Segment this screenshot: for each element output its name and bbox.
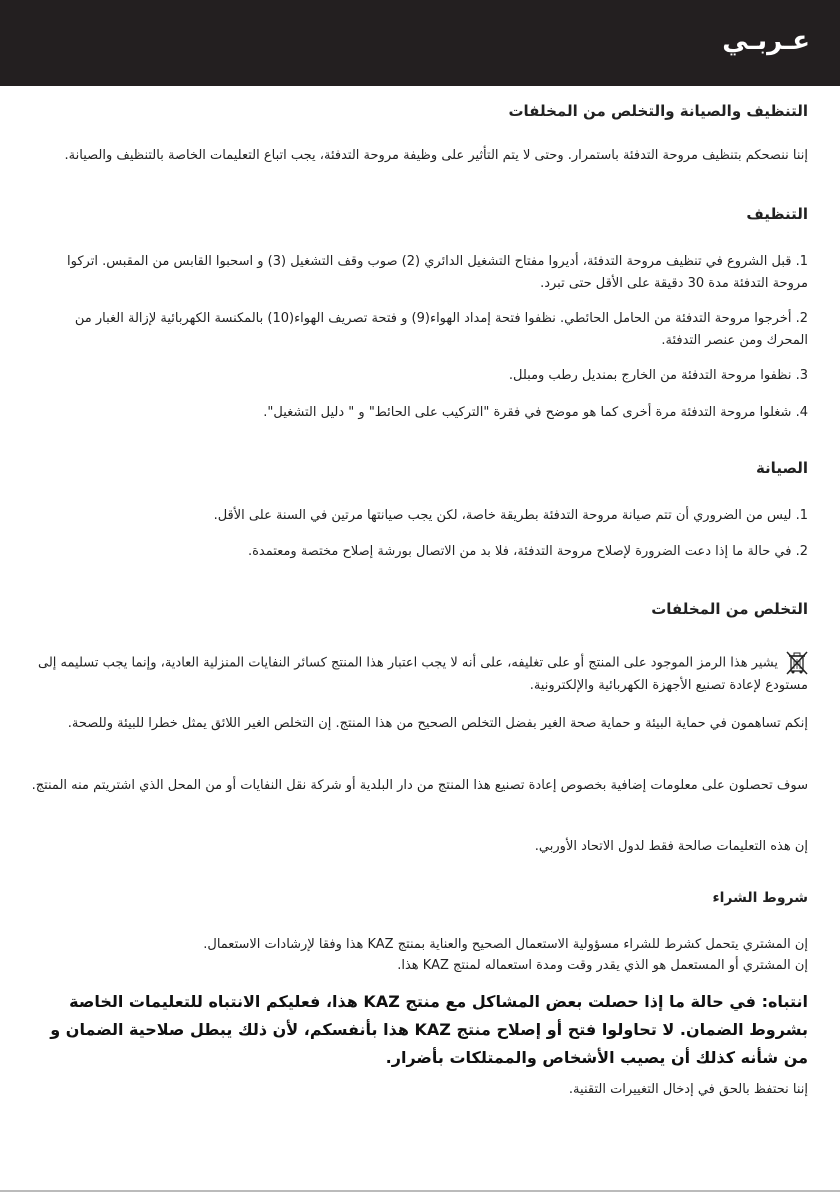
crossed-out-bin-icon [786,651,808,675]
purchase-terms-line-1: إن المشتري يتحمل كشرط للشراء مسؤولية الاستعمال الصحيح والعناية بمنتج KAZ هذا وفقا لإرشادات الاستعمال. [203,937,808,952]
disposal-paragraph-2: إنكم تساهمون في حماية البيئة و حماية صحة الغير بفضل التخلص الصحيح من هذا المنتج. إن التخلص الغير اللائق يمثل خطرا للبيئة وللصحة. [67,716,808,731]
technical-changes-note: إننا نحتفظ بالحق في إدخال التغييرات التقنية. [568,1082,808,1097]
section-title-cleaning-maintenance: التنظيف والصيانة والتخلص من المخلفات [508,102,808,120]
disposal-paragraph-1-text: يشير هذا الرمز الموجود على المنتج أو على تغليفه، على أنه لا يجب اعتبار هذا المنتج كسائر النفايات المنزلية العادية، وإنما يجب تسليمه إلى مستودع لإعادة تصنيع الأجهزة الكهربائية والإلكترونية. [38,655,808,693]
disposal-paragraph-3: سوف تحصلون على معلومات إضافية بخصوص إعادة تصنيع هذا المنتج من دار البلدية أو شركة نقل النفايات أو من المحل الذي اشتريتم منه المنتج. [31,778,808,793]
cleaning-heading: التنظيف [746,205,808,223]
cleaning-step-2: 2. أخرجوا مروحة التدفئة من الحامل الحائطي. نظفوا فتحة إمداد الهواء(9) و فتحة تصريف الهواء(10) بالمكنسة الكهربائية لإزالة الغبار من المحرك ومن عنصر التدفئة. [74,311,808,348]
maintenance-item-2: 2. في حالة ما إذا دعت الضرورة لإصلاح مروحة التدفئة، فلا بد من الاتصال بورشة إصلاح مختصة ومعتمدة. [247,544,808,559]
cleaning-step-4: 4. شغلوا مروحة التدفئة مرة أخرى كما هو موضح في فقرة "التركيب على الحائط" و " دليل التشغيل". [263,405,808,420]
purchase-terms-heading: شروط الشراء [712,890,808,906]
cleaning-step-1: 1. قبل الشروع في تنظيف مروحة التدفئة، أديروا مفتاح التشغيل الدائري (2) صوب وقف التشغيل (3) و اسحبوا القابس من المقبس. اتركوا مروحة التدفئة مدة 30 دقيقة على الأقل حتى تبرد. [67,254,808,291]
disposal-paragraph-4: إن هذه التعليمات صالحة فقط لدول الاتحاد الأوربي. [534,839,808,854]
maintenance-item-1: 1. ليس من الضروري أن تتم صيانة مروحة التدفئة بطريقة خاصة، لكن يجب صيانتها مرتين في السنة على الأقل. [213,508,808,523]
maintenance-heading: الصيانة [755,459,808,477]
language-title: عـربـي [722,26,810,56]
purchase-terms-line-2: إن المشتري أو المستعمل هو الذي يقدر وقت ومدة استعماله لمنتج KAZ هذا. [397,958,808,973]
disposal-heading: التخلص من المخلفات [651,600,808,618]
warning-notice: انتباه: في حالة ما إذا حصلت بعض المشاكل مع منتج KAZ هذا، فعليكم الانتباه للتعليمات الخاصة بشروط الضمان. لا تحاولوا فتح أو إصلاح منتج KAZ هذا بأنفسكم، لأن ذلك يبطل صلاحية الضمان و من شأنه كذلك أن يصيب الأشخاص والممتلكات بأضرار. [50,992,808,1067]
intro-paragraph: إننا ننصحكم بتنظيف مروحة التدفئة باستمرار. وحتى لا يتم التأثير على وظيفة مروحة التدفئة، يجب اتباع التعليمات الخاصة بالتنظيف والصيانة. [64,148,808,163]
disposal-paragraph-1 [30,651,808,697]
cleaning-step-3: 3. نظفوا مروحة التدفئة من الخارج بمنديل رطب ومبلل. [508,368,808,383]
